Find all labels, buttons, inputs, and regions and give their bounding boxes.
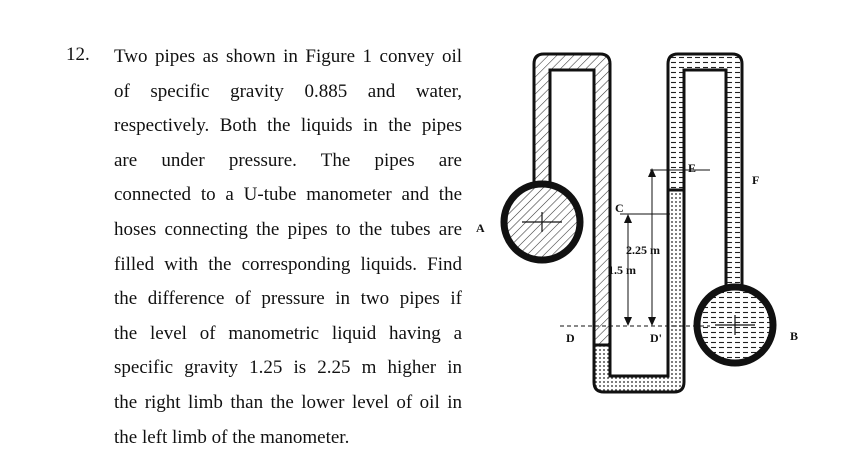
label-c: C [615, 201, 624, 215]
label-d-prime: D' [650, 331, 662, 345]
manometer-figure [470, 40, 830, 460]
question-line: the difference of pressure in two pipes if [114, 288, 462, 310]
question-line: Two pipes as shown in Figure 1 convey oil [114, 46, 462, 67]
question-line: the left limb of the manometer. [114, 426, 350, 448]
question-line: specific gravity 1.25 is 2.25 m higher in [114, 357, 462, 379]
question-line: connected to a U-tube manometer and the [114, 184, 462, 206]
question-line: the right limb than the lower level of oil in [114, 391, 462, 413]
question-text [114, 44, 462, 459]
question-line: the level of manometric liquid having a [114, 322, 462, 344]
label-e: E [688, 161, 697, 175]
question-line: filled with the corresponding liquids. Find [114, 253, 462, 275]
label-a: A [476, 221, 485, 235]
dimension-1-5m: 1.5 m [608, 263, 636, 277]
dimension-2-25m: 2.25 m [626, 243, 660, 257]
question-line: are under pressure. The pipes are [114, 149, 462, 171]
question-line: respectively. Both the liquids in the pipes [114, 115, 462, 137]
question-line: of specific gravity 0.885 and water, [114, 80, 462, 102]
question-line: hoses connecting the pipes to the tubes are [114, 218, 462, 240]
label-b: B [790, 329, 799, 343]
manometer-diagram [470, 40, 830, 460]
question-number: 12. [66, 44, 90, 65]
label-f: F [752, 173, 760, 187]
label-d: D [566, 331, 575, 345]
